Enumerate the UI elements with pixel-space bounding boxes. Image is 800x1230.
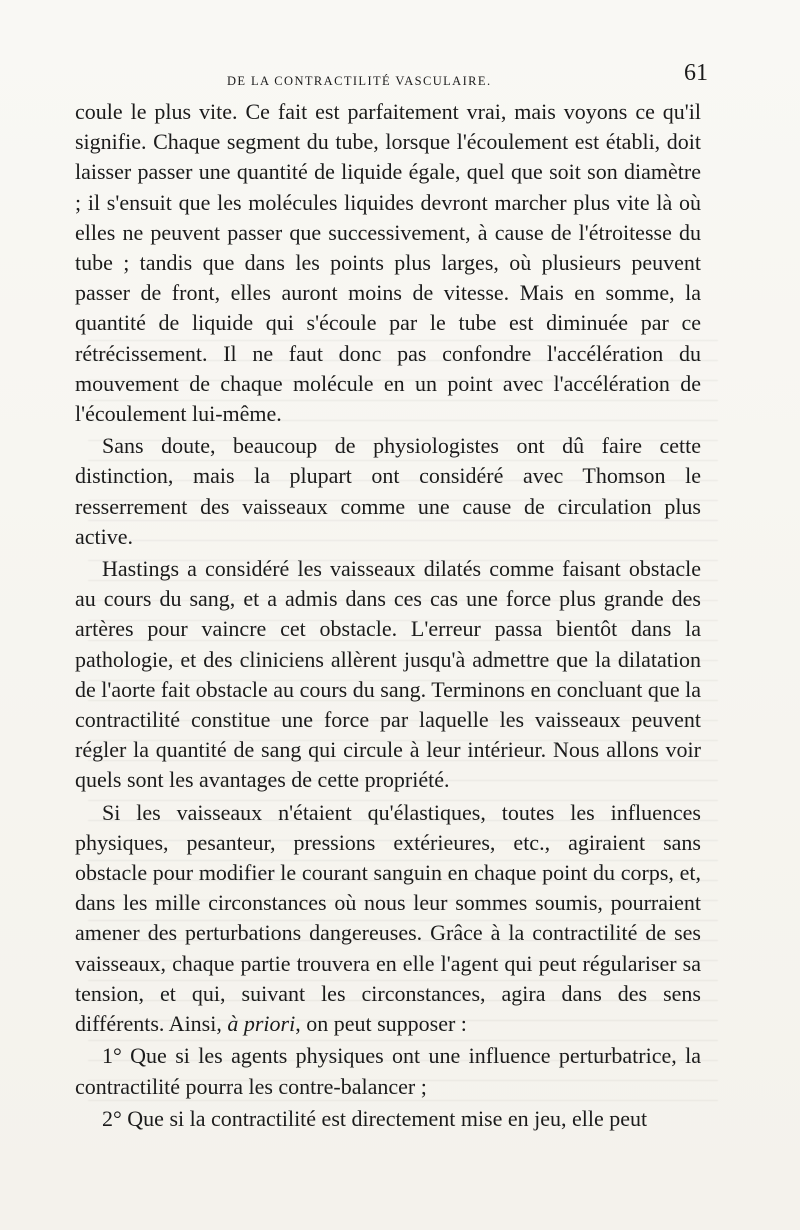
page-number: 61	[684, 60, 708, 86]
paragraph-4-text-before: Si les vaisseaux n'étaient qu'élastiques, toutes les influences physiques, pesanteur, pressions extérieures, etc., agiraient sans obstacle pour modifier le courant sanguin en chaque point du corps, et, dans les mille circonstances où nous leur sommes soumis, pourraient amener des perturbations dangereuses. Grâce à la contractilité de ses vaisseaux, chaque partie trouvera en elle l'agent qui peut régulariser sa tension, et qui, suivant les circonstances, agira dans des sens différents. Ainsi,	[75, 799, 701, 1037]
paragraph-3: Hastings a considéré les vaisseaux dilatés comme faisant obstacle au cours du sang, et a admis dans ces cas une force plus grande des artères pour vaincre cet obstacle. L'erreur passa bientôt dans la pathologie, et des cliniciens allèrent jusqu'à admettre que la dilatation de l'aorte fait obstacle au cours du sang. Terminons en concluant que la contractilité constitue une force par laquelle les vaisseaux peuvent régler la quantité de sang qui circule à leur intérieur. Nous allons voir quels sont les avantages de cette propriété.	[75, 556, 701, 793]
paragraph-1: coule le plus vite. Ce fait est parfaitement vrai, mais voyons ce qu'il signifie. Chaque segment du tube, lorsque l'écoulement est établi, doit laisser passer une quantité de liquide égale, quel que soit son diamètre ; il s'ensuit que les molécules liquides devront marcher plus vite là où elles ne peuvent passer que successivement, à cause de l'étroitesse du tube ; tandis que dans les points plus larges, où plusieurs peuvent passer de front, elles auront moins de vitesse. Mais en somme, la quantité de liquide qui s'écoule par le tube est diminuée par ce rétrécissement. Il ne faut donc pas confondre l'accélération du mouvement de chaque molécule en un point avec l'accélération de l'écoulement lui-même.	[75, 99, 701, 427]
running-head: DE LA CONTRACTILITÉ VASCULAIRE.	[227, 74, 492, 88]
paragraph-4-text-after: , on peut supposer :	[295, 1011, 467, 1037]
italic-emphasis: à priori	[227, 1011, 296, 1037]
body-text	[75, 97, 701, 1134]
paragraph-5: 1° Que si les agents physiques ont une influence perturbatrice, la contractilité pourra les contre-balancer ;	[75, 1043, 701, 1099]
paragraph-2: Sans doute, beaucoup de physiologistes ont dû faire cette distinction, mais la plupart ont considéré avec Thomson le resserrement des vaisseaux comme une cause de circulation plus active.	[75, 433, 701, 549]
paragraph-6: 2° Que si la contractilité est directement mise en jeu, elle peut	[102, 1105, 648, 1131]
paragraph-4	[75, 798, 701, 1040]
page-header	[75, 58, 708, 94]
